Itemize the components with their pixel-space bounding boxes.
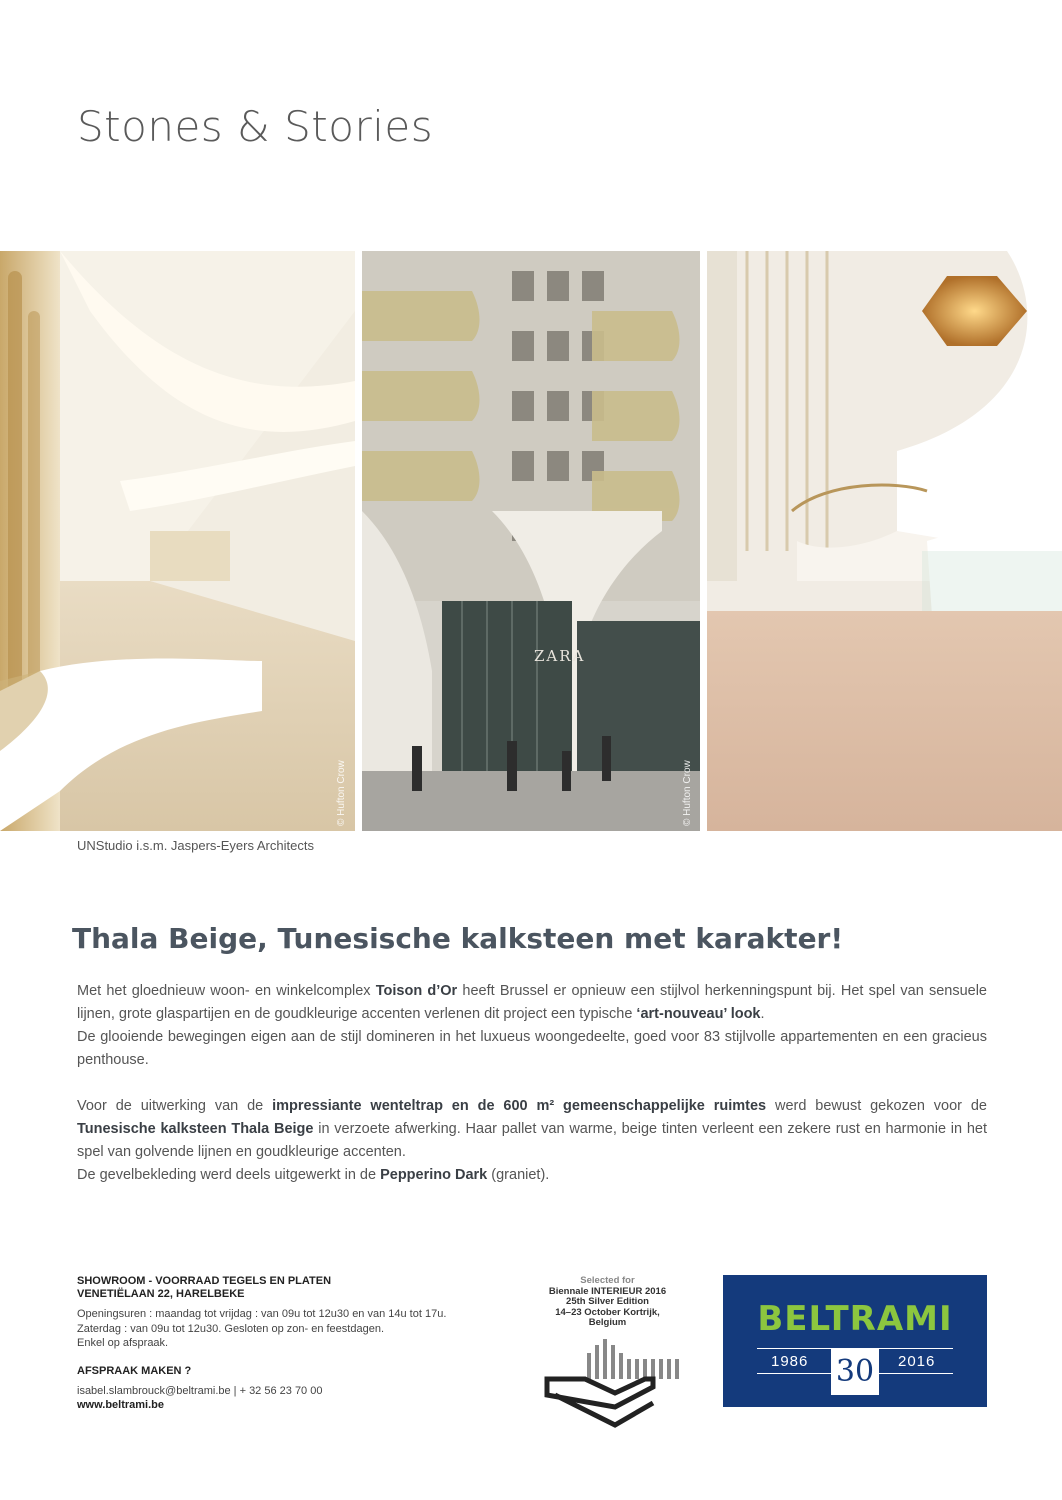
- photo-credit-1: © Hufton Crow: [336, 760, 347, 826]
- year-start: 1986: [771, 1353, 809, 1370]
- paragraph-2: De glooiende bewegingen eigen aan de stijl domineren in het luxueus woongedeelte, goed voor 83 stijlvolle appartementen en een gracieus penthouse.: [77, 1029, 987, 1068]
- photo-credit-2: © Hufton Crow: [682, 760, 693, 826]
- paragraph-3: Voor de uitwerking van de impressiante wenteltrap en de 600 m² gemeenschappelijke ruimtes werd bewust gekozen voor de Tunesische kalksteen Thala Beige in verzoete afwerking. Haar pallet van warme, beige tinten verleent een zekere rust en harmonie in het spel van golvende lijnen en goudkleurige accenten.: [77, 1098, 987, 1160]
- interior-corridor-photo: [0, 251, 355, 831]
- biennale-badge: [535, 1276, 680, 1430]
- appointment-heading: AFSPRAAK MAKEN ?: [77, 1364, 192, 1377]
- showroom-heading-1: SHOWROOM - VOORRAAD TEGELS EN PLATEN: [77, 1275, 332, 1287]
- zara-storefront-sign: ZARA: [534, 647, 586, 665]
- beltrami-name: BELTRAMI: [757, 1299, 953, 1339]
- photo-caption: UNStudio i.s.m. Jaspers-Eyers Architects: [77, 838, 314, 853]
- biennale-logo-icon: [535, 1335, 680, 1430]
- opening-hours-2: Zaterdag : van 09u tot 12u30. Gesloten op zon- en feestdagen.: [77, 1322, 384, 1335]
- year-end: 2016: [898, 1353, 936, 1370]
- building-facade-photo: [362, 251, 700, 831]
- showroom-heading-2: VENETIËLAAN 22, HARELBEKE: [77, 1288, 245, 1300]
- article-body: [77, 980, 987, 1187]
- opening-hours-3: Enkel op afspraak.: [77, 1337, 169, 1349]
- biennale-line-2: Biennale INTERIEUR 2016: [548, 1285, 667, 1297]
- article-headline: Thala Beige, Tunesische kalksteen met karakter!: [72, 922, 844, 955]
- contact-details[interactable]: isabel.slambrouck@beltrami.be | + 32 56 23 70 00: [77, 1384, 323, 1397]
- spiral-staircase-photo: [707, 251, 1062, 831]
- biennale-line-1: Selected for: [580, 1275, 635, 1286]
- page-title: Stones & Stories: [77, 102, 434, 151]
- biennale-line-4: 14–23 October Kortrijk,: [555, 1306, 660, 1318]
- opening-hours-1: Openingsuren : maandag tot vrijdag : van 09u tot 12u30 en van 14u tot 17u.: [77, 1308, 447, 1320]
- biennale-line-3: 25th Silver Edition: [566, 1296, 649, 1307]
- biennale-line-5: Belgium: [588, 1317, 627, 1328]
- beltrami-logo: [723, 1275, 987, 1407]
- anniversary-badge: 30: [831, 1349, 879, 1395]
- paragraph-1: Met het gloednieuw woon- en winkelcomplex Toison d’Or heeft Brussel er opnieuw een stijlvol herkenningspunt bij. Het spel van sensuele lijnen, grote glaspartijen en de goudkleurige accenten verlenen dit project een typische ‘art-nouveau’ look.: [77, 983, 987, 1022]
- showroom-info: [77, 1275, 497, 1413]
- paragraph-4: De gevelbekleding werd deels uitgewerkt in de Pepperino Dark (graniet).: [77, 1167, 550, 1183]
- website-link[interactable]: www.beltrami.be: [77, 1399, 165, 1411]
